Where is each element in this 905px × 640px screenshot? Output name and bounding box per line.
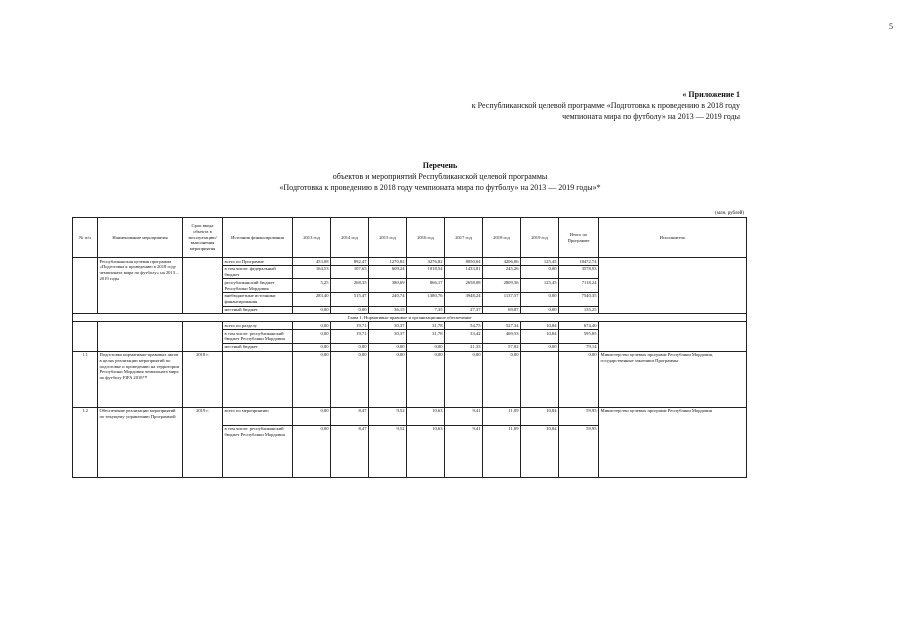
col-2016: 2016 год (407, 218, 445, 258)
title-heading: Перечень (422, 161, 458, 170)
col-2018: 2018 год (483, 218, 521, 258)
source-cell: местный бюджет (223, 343, 293, 351)
value-cell: 19,71 (331, 322, 369, 330)
value-cell: 164,53 (293, 265, 331, 279)
table-header-row (73, 218, 747, 258)
value-cell: 0,00 (331, 306, 369, 314)
appendix-line-2: чемпионата мира по футболу» на 2013 — 2019 годы (562, 112, 740, 121)
item-term: 2019 г. (183, 407, 223, 477)
value-cell: 595,85 (559, 330, 599, 344)
appendix-title: « Приложение 1 (682, 90, 740, 99)
value-cell: 36,15 (369, 306, 407, 314)
value-cell: 21,33 (445, 343, 483, 351)
value-cell: 1018,54 (407, 265, 445, 279)
value-cell: 54,75 (445, 322, 483, 330)
value-cell: 0,00 (559, 351, 599, 407)
value-cell: 1270,82 (369, 258, 407, 266)
source-cell: в том числе: республиканский бюджет Республики Мордовия (223, 425, 293, 477)
value-cell: 0,00 (293, 330, 331, 344)
source-cell (223, 351, 293, 407)
source-cell: внебюджетные источники финансирования (223, 292, 293, 306)
item-num: 1.2 (73, 407, 98, 477)
item-executor: Министерство целевых программ Республики Мордовия (599, 407, 747, 477)
value-cell: 0,00 (407, 351, 445, 407)
value-cell: 125,45 (521, 279, 559, 293)
source-cell: всего по разделу (223, 322, 293, 330)
appendix-header (380, 89, 740, 122)
value-cell: 79,14 (559, 343, 599, 351)
item-num: 1.1 (73, 351, 98, 407)
value-cell: 9,52 (369, 425, 407, 477)
program-executor-cell (599, 258, 747, 314)
source-cell: в том числе: республиканский бюджет Республики Мордовия (223, 330, 293, 344)
item-term: 2018 г. (183, 351, 223, 407)
value-cell: 0,00 (293, 322, 331, 330)
value-cell: 57,82 (483, 343, 521, 351)
value-cell: 0,00 (293, 425, 331, 477)
source-cell: местный бюджет (223, 306, 293, 314)
value-cell: 8,47 (331, 425, 369, 477)
value-cell: 9,41 (445, 407, 483, 425)
value-cell: 3948,24 (445, 292, 483, 306)
item-executor: Министерство целевых программ Республики Мордовия, государственные заказчики Программы (599, 351, 747, 407)
value-cell: 11,09 (483, 425, 521, 477)
value-cell: 31,78 (407, 322, 445, 330)
page-number: 5 (889, 22, 893, 31)
table-row (73, 351, 747, 407)
value-cell: 0,00 (483, 351, 521, 407)
value-cell: 892,47 (331, 258, 369, 266)
value-cell: 5,25 (293, 279, 331, 293)
item-name: Подготовка нормативно-правовых актов в целях реализации мероприятий по подготовке и проведению на территории Республики Мордовия чемпионата мира по футболу FIFA 2018™ (98, 351, 183, 407)
col-2017: 2017 год (445, 218, 483, 258)
value-cell (521, 351, 559, 407)
value-cell: 0,00 (369, 343, 407, 351)
value-cell: 30,37 (369, 330, 407, 344)
value-cell: 59,95 (559, 425, 599, 477)
value-cell: 0,00 (331, 343, 369, 351)
col-2013: 2013 год (293, 218, 331, 258)
value-cell: 19,71 (331, 330, 369, 344)
value-cell: 0,00 (521, 265, 559, 279)
value-cell: 125,45 (521, 258, 559, 266)
value-cell: 10,84 (521, 322, 559, 330)
value-cell: 0,00 (521, 292, 559, 306)
col-executor: Исполнитель (599, 218, 747, 258)
value-cell: 0,00 (293, 306, 331, 314)
value-cell: 33,42 (445, 330, 483, 344)
table-row (73, 322, 747, 330)
value-cell: 18472,74 (559, 258, 599, 266)
value-cell: 283,40 (293, 292, 331, 306)
col-total: Итого по Программе (559, 218, 599, 258)
col-2014: 2014 год (331, 218, 369, 258)
program-table (72, 217, 747, 478)
col-term: Срок ввода объекта в эксплуатацию/ выполнения мероприятия (183, 218, 223, 258)
value-cell: 8,47 (331, 407, 369, 425)
section-title: Глава 1. Нормативно-правовое и организационное обеспечение (73, 314, 747, 322)
col-source: Источник финансирования (223, 218, 293, 258)
value-cell: 3578,93 (559, 265, 599, 279)
source-cell: всего по мероприятию (223, 407, 293, 425)
section-term-cell (183, 322, 223, 351)
value-cell: 380,69 (369, 279, 407, 293)
section-num-cell (73, 322, 98, 351)
value-cell: 1137,57 (483, 292, 521, 306)
value-cell: 240,74 (369, 292, 407, 306)
value-cell: 1433,81 (445, 265, 483, 279)
source-cell: в том числе: федеральный бюджет (223, 265, 293, 279)
value-cell: 30,37 (369, 322, 407, 330)
title-line-2: «Подготовка к проведению в 2018 году чемпионата мира по футболу» на 2013 — 2019 годы»* (279, 183, 601, 192)
value-cell: 0,00 (293, 407, 331, 425)
col-2019: 2019 год (521, 218, 559, 258)
value-cell: 59,95 (559, 407, 599, 425)
section-name-cell (98, 322, 183, 351)
source-cell: всего по Программе (223, 258, 293, 266)
units-label: (млн. рублей) (715, 211, 744, 216)
value-cell: 515,47 (331, 292, 369, 306)
value-cell: 527,34 (483, 322, 521, 330)
value-cell: 10,84 (521, 330, 559, 344)
value-cell: 9,52 (369, 407, 407, 425)
col-num: № п/п (73, 218, 98, 258)
value-cell: 10,84 (521, 425, 559, 477)
value-cell: 69,87 (483, 306, 521, 314)
value-cell: 0,00 (521, 306, 559, 314)
value-cell: 11,09 (483, 407, 521, 425)
value-cell: 1380,76 (407, 292, 445, 306)
document-title (200, 160, 680, 193)
value-cell: 2658,08 (445, 279, 483, 293)
value-cell: 609,24 (369, 265, 407, 279)
value-cell: 0,00 (521, 343, 559, 351)
value-cell: 866,17 (407, 279, 445, 293)
value-cell: 674,40 (559, 322, 599, 330)
value-cell: 0,00 (331, 351, 369, 407)
value-cell: 469,53 (483, 330, 521, 344)
value-cell: 0,00 (407, 343, 445, 351)
title-line-1: объектов и мероприятий Республиканской целевой программы (332, 172, 548, 181)
value-cell: 245,26 (483, 265, 521, 279)
appendix-line-1: к Республиканской целевой программе «Подготовка к проведению в 2018 году (471, 101, 740, 110)
value-cell: 107,65 (331, 265, 369, 279)
program-num-cell (73, 258, 98, 314)
source-cell: республиканский бюджет Республики Мордовия (223, 279, 293, 293)
value-cell: 0,00 (293, 343, 331, 351)
value-cell: 8050,04 (445, 258, 483, 266)
item-name: Обеспечение реализации мероприятий по текущему управлению Программой (98, 407, 183, 477)
value-cell: 31,78 (407, 330, 445, 344)
value-cell: 27,37 (445, 306, 483, 314)
table-row (73, 258, 747, 266)
value-cell: 0,00 (293, 351, 331, 407)
program-name: Республиканская целевая программа «Подготовка к проведению в 2018 году чемпионата мира по футболу» на 2013 – 2019 годы (98, 258, 183, 314)
value-cell: 10,63 (407, 425, 445, 477)
value-cell: 0,00 (445, 351, 483, 407)
value-cell: 4206,06 (483, 258, 521, 266)
col-name: Наименование мероприятия (98, 218, 183, 258)
value-cell: 9,41 (445, 425, 483, 477)
value-cell: 2809,36 (483, 279, 521, 293)
section-executor-cell (599, 322, 747, 351)
value-cell: 7,35 (407, 306, 445, 314)
section-row (73, 314, 747, 322)
value-cell: 0,00 (369, 351, 407, 407)
value-cell: 7118,24 (559, 279, 599, 293)
value-cell: 7540,35 (559, 292, 599, 306)
value-cell: 10,63 (407, 407, 445, 425)
value-cell: 135,25 (559, 306, 599, 314)
value-cell: 3276,82 (407, 258, 445, 266)
program-term-cell (183, 258, 223, 314)
value-cell: 453,08 (293, 258, 331, 266)
value-cell: 10,84 (521, 407, 559, 425)
value-cell: 268,35 (331, 279, 369, 293)
col-2015: 2015 год (369, 218, 407, 258)
table-row (73, 407, 747, 425)
